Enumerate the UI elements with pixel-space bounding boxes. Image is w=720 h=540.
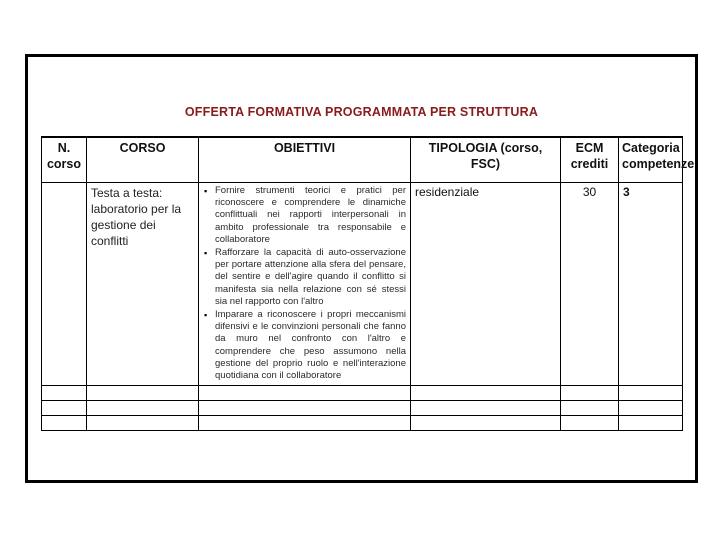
empty-cell: [411, 416, 561, 431]
empty-cell: [42, 416, 87, 431]
header-n-corso: N. corso: [42, 137, 87, 183]
header-corso: CORSO: [87, 137, 199, 183]
empty-row: [42, 386, 683, 401]
table-row: [42, 183, 683, 386]
empty-cell: [561, 386, 619, 401]
list-item: [204, 309, 406, 382]
header-ecm: ECM crediti: [561, 137, 619, 183]
empty-row: [42, 416, 683, 431]
header-tipologia: TIPOLOGIA (corso, FSC): [411, 137, 561, 183]
empty-cell: [561, 416, 619, 431]
objective-text: Imparare a riconoscere i propri meccanismi difensivi e le convinzioni personali che fanno da muro nel confronto con l'altro e comprendere che peso assumono nella gestione del proprio ruolo e nell'interazione quotidiana con il collaboratore: [215, 309, 406, 382]
empty-cell: [619, 416, 683, 431]
bullet-icon: ▪: [204, 248, 208, 259]
empty-cell: [87, 401, 199, 416]
objective-text: Rafforzare la capacità di auto-osservazione per portare attenzione alla sfera del pensare, del sentire e dell'agire quando il conflitto si manifesta sia nella relazione con sé stessi sia nel rapporto con l'altro: [215, 247, 406, 307]
cell-corso: Testa a testa: laboratorio per la gestione dei conflitti: [87, 183, 199, 386]
list-item: [204, 185, 406, 246]
empty-cell: [42, 386, 87, 401]
empty-cell: [619, 401, 683, 416]
header-obiettivi: OBIETTIVI: [199, 137, 411, 183]
list-item: [204, 247, 406, 308]
empty-cell: [411, 401, 561, 416]
objectives-list: [203, 185, 406, 382]
empty-cell: [199, 401, 411, 416]
bullet-icon: ▪: [204, 310, 208, 321]
bullet-icon: ▪: [204, 186, 208, 196]
empty-cell: [42, 401, 87, 416]
cell-ecm: 30: [561, 183, 619, 386]
cell-obiettivi: [199, 183, 411, 386]
empty-row: [42, 401, 683, 416]
page-title: OFFERTA FORMATIVA PROGRAMMATA PER STRUTTURA: [184, 105, 539, 119]
empty-cell: [199, 386, 411, 401]
cell-categoria: 3: [619, 183, 683, 386]
empty-cell: [87, 386, 199, 401]
cell-n-corso: [42, 183, 87, 386]
empty-cell: [87, 416, 199, 431]
objective-text: Fornire strumenti teorici e pratici per riconoscere e comprendere le dinamiche conflittuali nei rapporti interpersonali in ambito professionale tra responsabile e collaboratore: [215, 185, 406, 245]
cell-tipologia: residenziale: [411, 183, 561, 386]
empty-cell: [411, 386, 561, 401]
empty-cell: [619, 386, 683, 401]
empty-cell: [199, 416, 411, 431]
slide-frame: [25, 54, 698, 483]
empty-cell: [561, 401, 619, 416]
course-table: [41, 136, 695, 431]
table-header-row: [42, 137, 683, 183]
header-categoria: Categoria competenze: [619, 137, 683, 183]
